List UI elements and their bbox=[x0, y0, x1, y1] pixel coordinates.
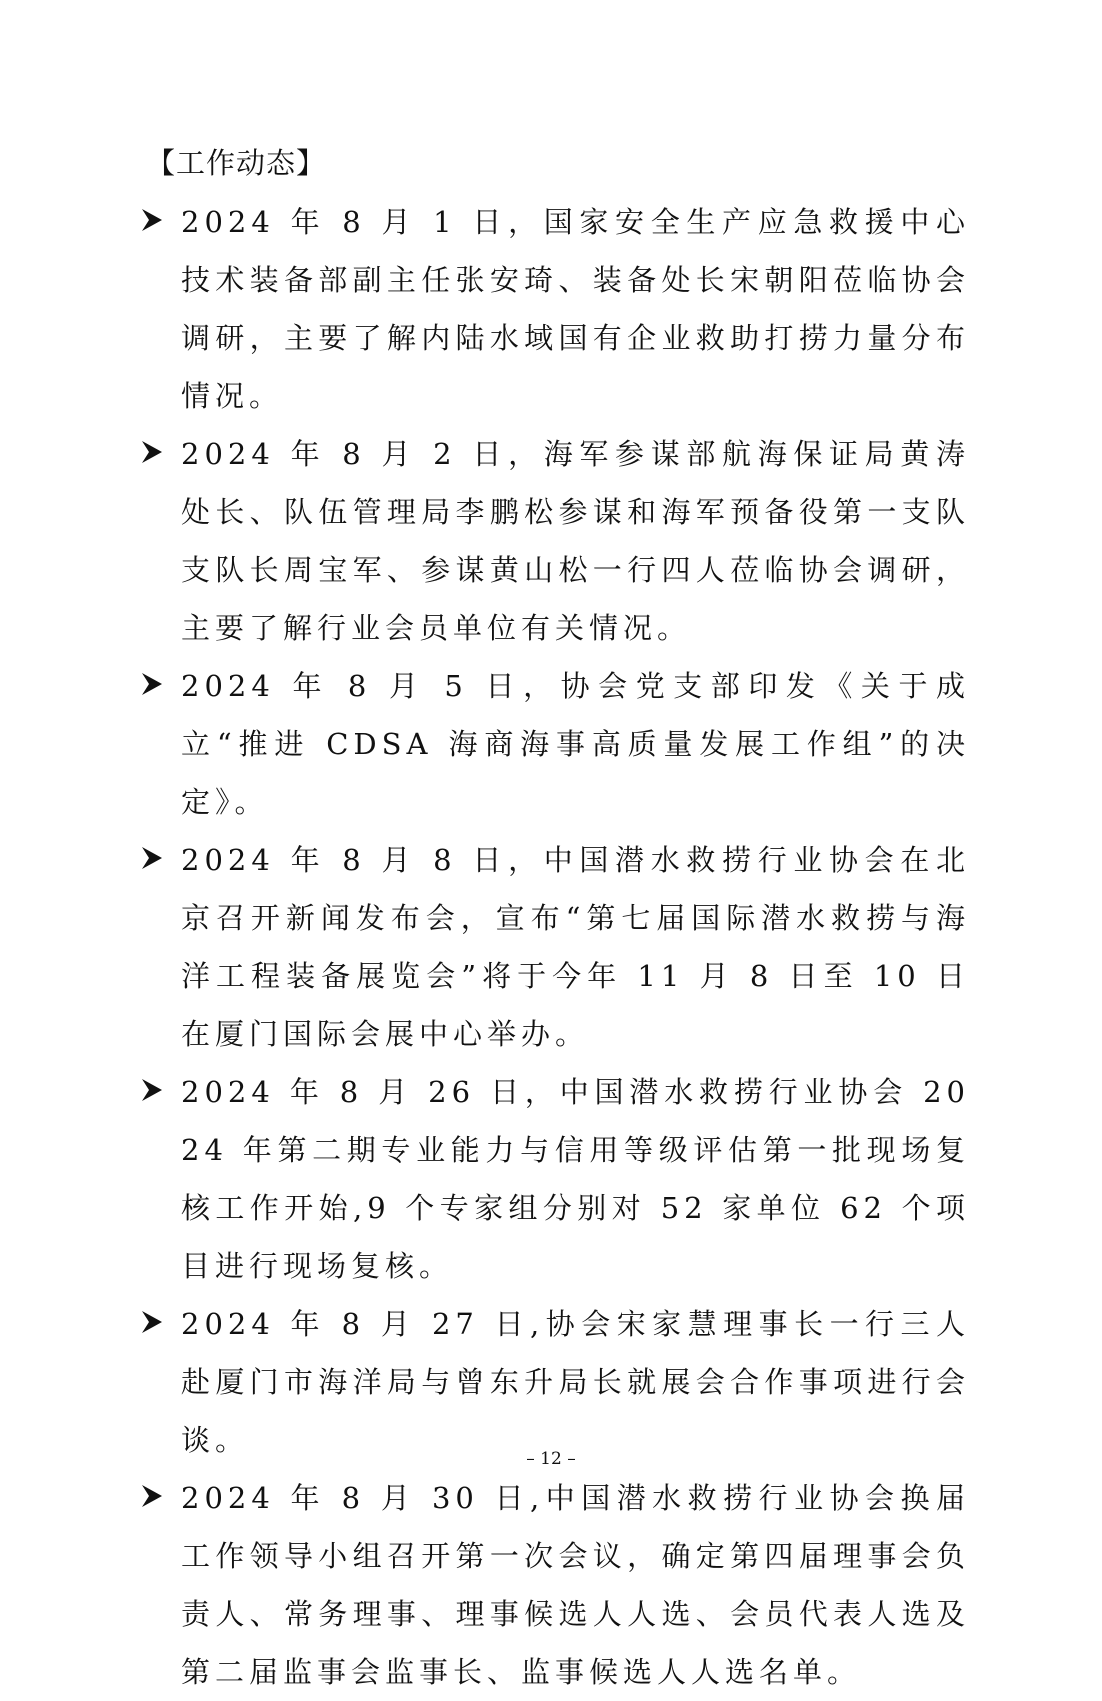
arrowhead-bullet-icon bbox=[140, 439, 164, 465]
page-number: – 12 – bbox=[526, 1449, 576, 1469]
list-item bbox=[140, 1295, 970, 1469]
list-item bbox=[140, 831, 970, 1063]
list-item-text: 2024 年 8 月 2 日，海军参谋部航海保证局黄涛处长、队伍管理局李鹏松参谋和海军预备役第一支队支队长周宝军、参谋黄山松一行四人莅临协会调研，主要了解行业会员单位有关情况。 bbox=[181, 437, 970, 645]
arrowhead-bullet-icon bbox=[140, 845, 164, 871]
arrowhead-bullet-icon bbox=[140, 1483, 164, 1509]
list-item-text: 2024 年 8 月 8 日，中国潜水救捞行业协会在北京召开新闻发布会，宣布“第七届国际潜水救捞与海洋工程装备展览会”将于今年 11 月 8 日至 10 日在厦门国际会展中心举办。 bbox=[181, 843, 970, 1051]
list-item bbox=[140, 425, 970, 657]
list-item-text: 2024 年 8 月 27 日,协会宋家慧理事长一行三人赴厦门市海洋局与曾东升局长就展会合作事项进行会谈。 bbox=[181, 1307, 970, 1457]
section-title: 【工作动态】 bbox=[146, 146, 327, 180]
list-item bbox=[140, 193, 970, 425]
list-item bbox=[140, 1063, 970, 1295]
list-item bbox=[140, 657, 970, 831]
list-item-text: 2024 年 8 月 1 日，国家安全生产应急救援中心技术装备部副主任张安琦、装备处长宋朝阳莅临协会调研，主要了解内陆水域国有企业救助打捞力量分布情况。 bbox=[181, 205, 970, 413]
arrowhead-bullet-icon bbox=[140, 207, 164, 233]
list-item-text: 2024 年 8 月 26 日，中国潜水救捞行业协会 2024 年第二期专业能力与信用等级评估第一批现场复核工作开始,9 个专家组分别对 52 家单位 62 个项目进行现场复核。 bbox=[181, 1075, 970, 1283]
arrowhead-bullet-icon bbox=[140, 671, 164, 697]
news-list bbox=[140, 193, 970, 1701]
arrowhead-bullet-icon bbox=[140, 1309, 164, 1335]
list-item-text: 2024 年 8 月 30 日,中国潜水救捞行业协会换届工作领导小组召开第一次会议，确定第四届理事会负责人、常务理事、理事候选人人选、会员代表人选及第二届监事会监事长、监事候选人人选名单。 bbox=[181, 1481, 970, 1689]
list-item bbox=[140, 1469, 970, 1701]
list-item-text: 2024 年 8 月 5 日，协会党支部印发《关于成立“推进 CDSA 海商海事高质量发展工作组”的决定》。 bbox=[181, 669, 970, 819]
arrowhead-bullet-icon bbox=[140, 1077, 164, 1103]
